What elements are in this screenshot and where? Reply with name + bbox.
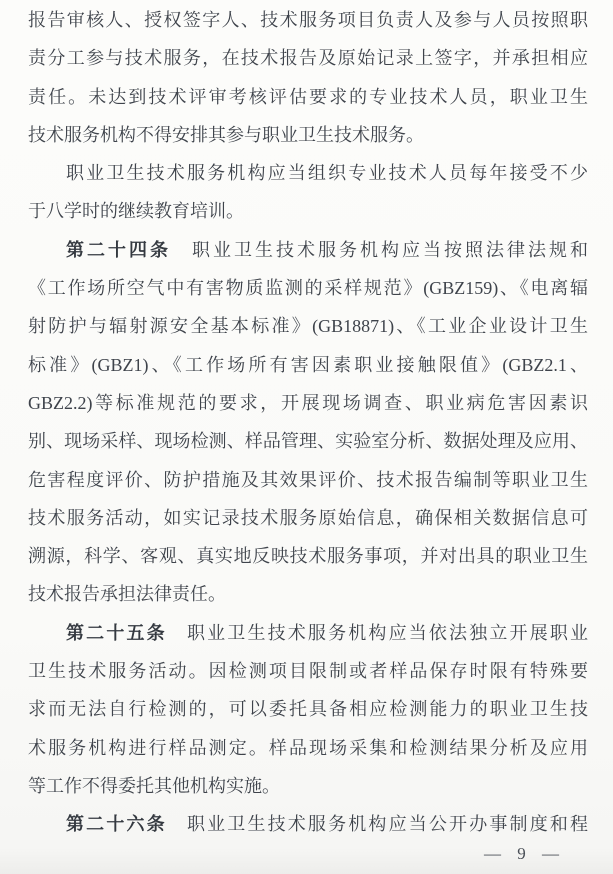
article-number: 第二十六条 — [66, 814, 167, 835]
text-line: 责任。未达到技术评审考核评估要求的专业技术人员，职业卫生 — [28, 86, 588, 107]
text-line: 职业卫生技术服务机构应当组织专业技术人员每年接受不少 — [66, 163, 588, 184]
text-line: 术服务机构进行样品测定。样品现场采集和检测结果分析及应用 — [28, 737, 588, 758]
text-line: 标准》(GBZ1)、《工作场所有害因素职业接触限值》(GBZ2.1、 — [28, 354, 588, 375]
text-line: 卫生技术服务活动。因检测项目限制或者样品保存时限有特殊要 — [28, 661, 588, 682]
text-line: 溯源，科学、客观、真实地反映技术服务事项，并对出具的职业卫生 — [28, 546, 588, 567]
text-line: 技术服务机构不得安排其参与职业卫生技术服务。 — [28, 124, 424, 145]
article-text: 职业卫生技术服务机构应当公开办事制度和程 — [166, 814, 588, 835]
document-body — [28, 1, 588, 844]
article-text: 职业卫生技术服务机构应当依法独立开展职业 — [166, 622, 588, 643]
article-number: 第二十五条 — [66, 622, 167, 643]
text-line: 射防护与辐射源安全基本标准》(GB18871)、《工业企业设计卫生 — [28, 316, 588, 337]
text-line-article-26 — [28, 805, 588, 843]
text-line: 危害程度评价、防护措施及其效果评价、技术报告编制等职业卫生 — [28, 469, 588, 490]
text-line: 求而无法自行检测的，可以委托具备相应检测能力的职业卫生技 — [28, 699, 588, 720]
text-line: 别、现场采样、现场检测、样品管理、实验室分析、数据处理及应用、 — [28, 431, 588, 452]
text-line-article-25 — [28, 614, 588, 652]
article-number: 第二十四条 — [66, 239, 171, 260]
article-text: 职业卫生技术服务机构应当按照法律法规和 — [171, 239, 588, 260]
text-line: 《工作场所空气中有害物质监测的采样规范》(GBZ159)、《电离辐 — [28, 278, 588, 299]
text-line: 责分工参与技术服务，在技术报告及原始记录上签字，并承担相应 — [28, 48, 588, 69]
text-line: 等工作不得委托其他机构实施。 — [28, 775, 280, 796]
text-line: 报告审核人、授权签字人、技术服务项目负责人及参与人员按照职 — [28, 10, 588, 30]
text-line: 技术服务活动，如实记录技术服务原始信息，确保相关数据信息可 — [28, 507, 588, 528]
text-line: 于八学时的继续教育培训。 — [28, 201, 244, 222]
text-line-article-24 — [28, 231, 588, 269]
page-number: — 9 — — [484, 844, 565, 863]
text-line: 技术报告承担法律责任。 — [28, 584, 226, 605]
text-line: GBZ2.2)等标准规范的要求，开展现场调查、职业病危害因素识 — [28, 392, 588, 413]
